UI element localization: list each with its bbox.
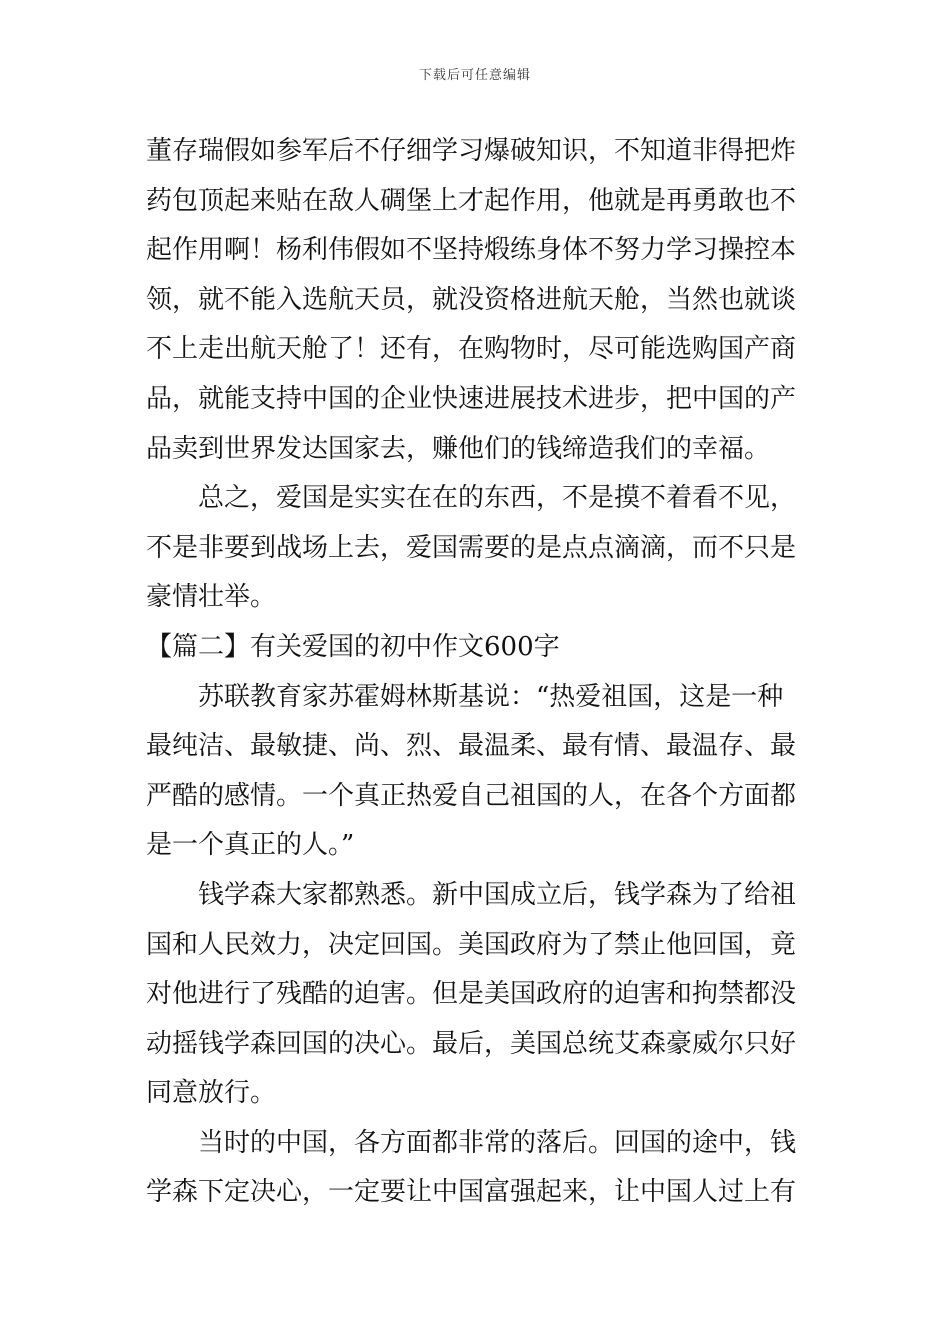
text-line: 对他进行了残酷的迫害。但是美国政府的迫害和拘禁都没	[146, 979, 797, 1010]
text-line: 总之，爱国是实实在在的东西，不是摸不着看不见，	[198, 483, 797, 514]
text-line: 钱学森大家都熟悉。新中国成立后，钱学森为了给祖	[198, 879, 797, 910]
text-line: 起作用啊！杨利伟假如不坚持煅练身体不努力学习操控本	[146, 235, 797, 266]
text-line: 国和人民效力，决定回国。美国政府为了禁止他回国，竟	[146, 929, 797, 960]
text-line: 不是非要到战场上去，爱国需要的是点点滴滴，而不只是	[146, 532, 797, 563]
text-line: 动摇钱学森回国的决心。最后，美国总统艾森豪威尔只好	[146, 1028, 797, 1059]
text-line: 当时的中国，各方面都非常的落后。回国的途中，钱	[198, 1127, 797, 1158]
text-line: 是一个真正的人。”	[146, 830, 355, 861]
text-line: 领，就不能入选航天员，就没资格进航天舱，当然也就谈	[146, 284, 797, 315]
document-body	[146, 127, 806, 1218]
text-line: 同意放行。	[146, 1078, 277, 1109]
text-line: 董存瑞假如参军后不仔细学习爆破知识，不知道非得把炸	[146, 136, 797, 166]
text-line: 最纯洁、最敏捷、尚、烈、最温柔、最有情、最温存、最	[146, 731, 797, 762]
text-line: 苏联教育家苏霍姆林斯基说：“热爱祖国，这是一种	[198, 681, 784, 712]
text-line: 品卖到世界发达国家去，赚他们的钱缔造我们的幸福。	[146, 433, 771, 464]
text-line: 品，就能支持中国的企业快速进展技术进步，把中国的产	[146, 383, 797, 414]
text-line: 学森下定决心，一定要让中国富强起来，让中国人过上有	[146, 1177, 797, 1208]
text-line: 【篇二】有关爱国的初中作文600字	[146, 631, 560, 662]
text-line: 不上走出航天舱了！还有，在购物时，尽可能选购国产商	[146, 334, 797, 365]
text-line: 严酷的感情。一个真正热爱自己祖国的人，在各个方面都	[146, 780, 797, 811]
text-line: 药包顶起来贴在敌人碉堡上才起作用，他就是再勇敢也不	[146, 185, 797, 216]
text-line: 豪情壮举。	[146, 582, 277, 613]
page-header: 下载后可任意编辑	[418, 68, 531, 83]
